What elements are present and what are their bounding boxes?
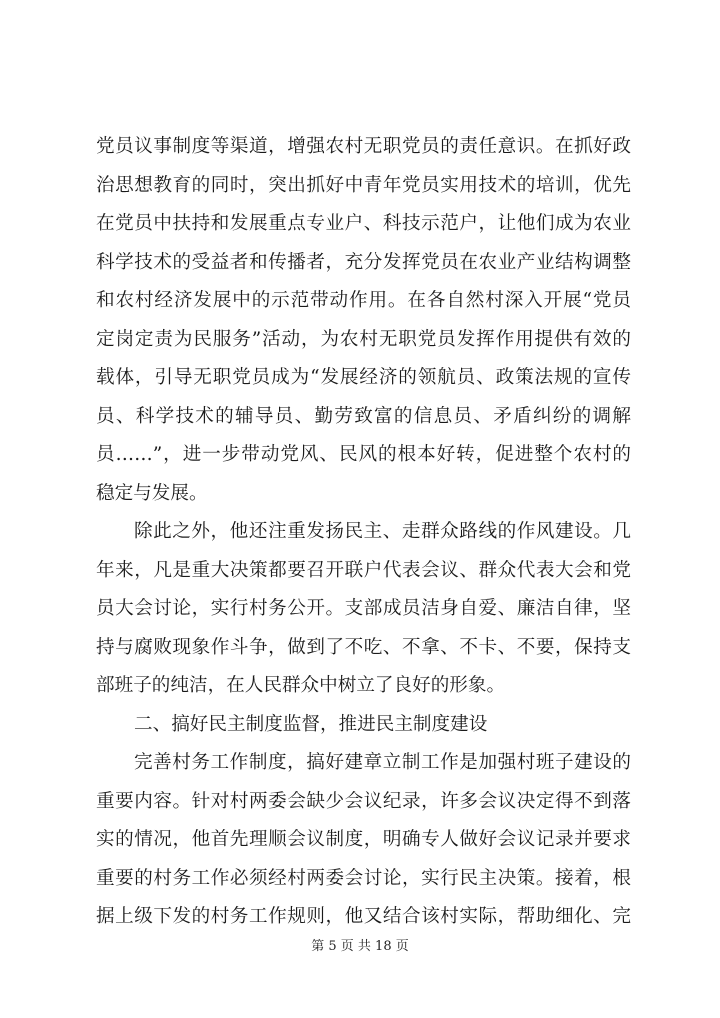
text-line: 重要内容。针对村两委会缺少会议纪录，许多会议决定得不到落 xyxy=(96,790,631,812)
text-line: 载体，引导无职党员成为“发展经济的领航员、政策法规的宣传 xyxy=(96,367,631,388)
text-line: 部班子的纯洁，在人民群众中树立了良好的形象。 xyxy=(96,675,506,696)
text-line: 年来，凡是重大决策都要召开联户代表会议、群众代表大会和党 xyxy=(96,559,631,581)
text-line: 员、科学技术的辅导员、勤劳致富的信息员、矛盾纠纷的调解 xyxy=(96,405,631,427)
text-line: 和农村经济发展中的示范带动作用。在各自然村深入开展“党员 xyxy=(96,290,631,311)
page-number-label: 第 5 页 共 18 页 xyxy=(311,939,409,954)
text-line: 实的情况，他首先理顺会议制度，明确专人做好会议记录并要求 xyxy=(96,829,631,850)
text-line: 员……”，进一步带动党风、民风的根本好转，促进整个农村的 xyxy=(96,444,631,465)
text-line: 定岗定责为民服务”活动，为农村无职党员发挥作用提供有效的 xyxy=(96,328,631,350)
text-line: 治思想教育的同时，突出抓好中青年党员实用技术的培训，优先 xyxy=(96,174,631,196)
text-line: 完善村务工作制度，搞好建章立制工作是加强村班子建设的 xyxy=(134,752,631,773)
text-line: 持与腐败现象作斗争，做到了不吃、不拿、不卡、不要，保持支 xyxy=(96,636,631,658)
section-heading: 二、搞好民主制度监督，推进民主制度建设 xyxy=(134,713,488,735)
text-line: 据上级下发的村务工作规则，他又结合该村实际，帮助细化、完 xyxy=(96,906,631,927)
body-text xyxy=(96,128,631,937)
text-line: 重要的村务工作必须经村两委会讨论，实行民主决策。接着，根 xyxy=(96,867,631,889)
text-line: 党员议事制度等渠道，增强农村无职党员的责任意识。在抓好政 xyxy=(96,136,631,157)
text-line: 除此之外，他还注重发扬民主、走群众路线的作风建设。几 xyxy=(134,521,631,542)
text-line: 员大会讨论，实行村务公开。支部成员洁身自爱、廉洁自律，坚 xyxy=(96,598,631,619)
text-line: 在党员中扶持和发展重点专业户、科技示范户，让他们成为农业 xyxy=(96,213,631,234)
text-line: 稳定与发展。 xyxy=(96,482,208,504)
page-footer xyxy=(0,938,720,956)
text-line: 科学技术的受益者和传播者，充分发挥党员在农业产业结构调整 xyxy=(96,251,631,273)
